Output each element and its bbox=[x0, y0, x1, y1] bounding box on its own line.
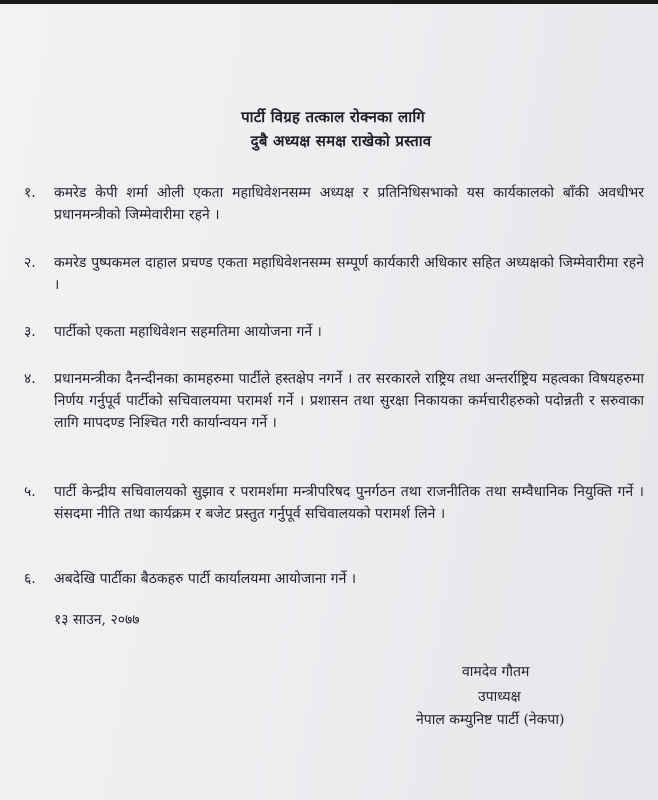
proposal-item-text: पार्टीको एकता महाधिवेशन सहमतिमा आयोजना गर्ने । bbox=[54, 324, 322, 340]
signatory-role: उपाध्यक्ष bbox=[478, 689, 521, 705]
proposal-item-number: ३. bbox=[24, 324, 36, 340]
proposal-item-number: २. bbox=[24, 255, 36, 271]
proposal-item-number: ५. bbox=[24, 484, 36, 500]
proposal-item-text: कमरेड केपी शर्मा ओली एकता महाधिवेशनसम्म अध्यक्ष र प्रतिनिधिसभाको यस कार्यकालको बाँकी अवधीभर प्रधानमन्त्रीको जिम्मेवारीमा रहने । bbox=[54, 185, 644, 223]
proposal-item-text: पार्टी केन्द्रीय सचिवालयको सुझाव र परामर्शमा मन्त्रीपरिषद पुनर्गठन तथा राजनीतिक तथा सम्वैधानिक नियुक्ति गर्ने । संसदमा नीति तथा कार्यक्रम र बजेट प्रस्तुत गर्नुपूर्व सचिवालयको परामर्श लिने । bbox=[54, 484, 644, 522]
proposal-item-text: कमरेड पुष्पकमल दाहाल प्रचण्ड एकता महाधिवेशनसम्म सम्पूर्ण कार्यकारी अधिकार सहित अध्यक्षको जिम्मेवारीमा रहने । bbox=[54, 255, 644, 293]
signatory-name: वामदेव गौतम bbox=[462, 664, 530, 680]
proposal-item-text: अबदेखि पार्टीका बैठकहरु पार्टी कार्यालयमा आयोजाना गर्ने । bbox=[54, 571, 357, 587]
proposal-item-number: ६. bbox=[24, 571, 36, 587]
document-title-line-1: पार्टी विग्रह तत्काल रोक्नका लागि bbox=[241, 108, 425, 126]
proposal-item-number: १. bbox=[24, 185, 36, 201]
document-date: १३ साउन, २०७७ bbox=[54, 612, 140, 628]
document-title-line-2: दुबै अध्यक्ष समक्ष राखेको प्रस्ताव bbox=[250, 132, 432, 150]
proposal-item-number: ४. bbox=[24, 371, 36, 387]
signatory-party: नेपाल कम्युनिष्ट पार्टी (नेकपा) bbox=[416, 712, 565, 728]
proposal-item-text: प्रधानमन्त्रीका दैनन्दीनका कामहरुमा पार्टीले हस्तक्षेप नगर्ने । तर सरकारले राष्ट्रिय तथा अन्तर्राष्ट्रिय महत्वका विषयहरुमा निर्णय गर्नुपूर्व पार्टीको सचिवालयमा परामर्श गर्ने । प्रशासन तथा सुरक्षा निकायका कर्मचारीहरुको पदोन्नती र सरुवाका लागि मापदण्ड निश्चित गरी कार्यान्वयन गर्ने । bbox=[54, 371, 644, 431]
